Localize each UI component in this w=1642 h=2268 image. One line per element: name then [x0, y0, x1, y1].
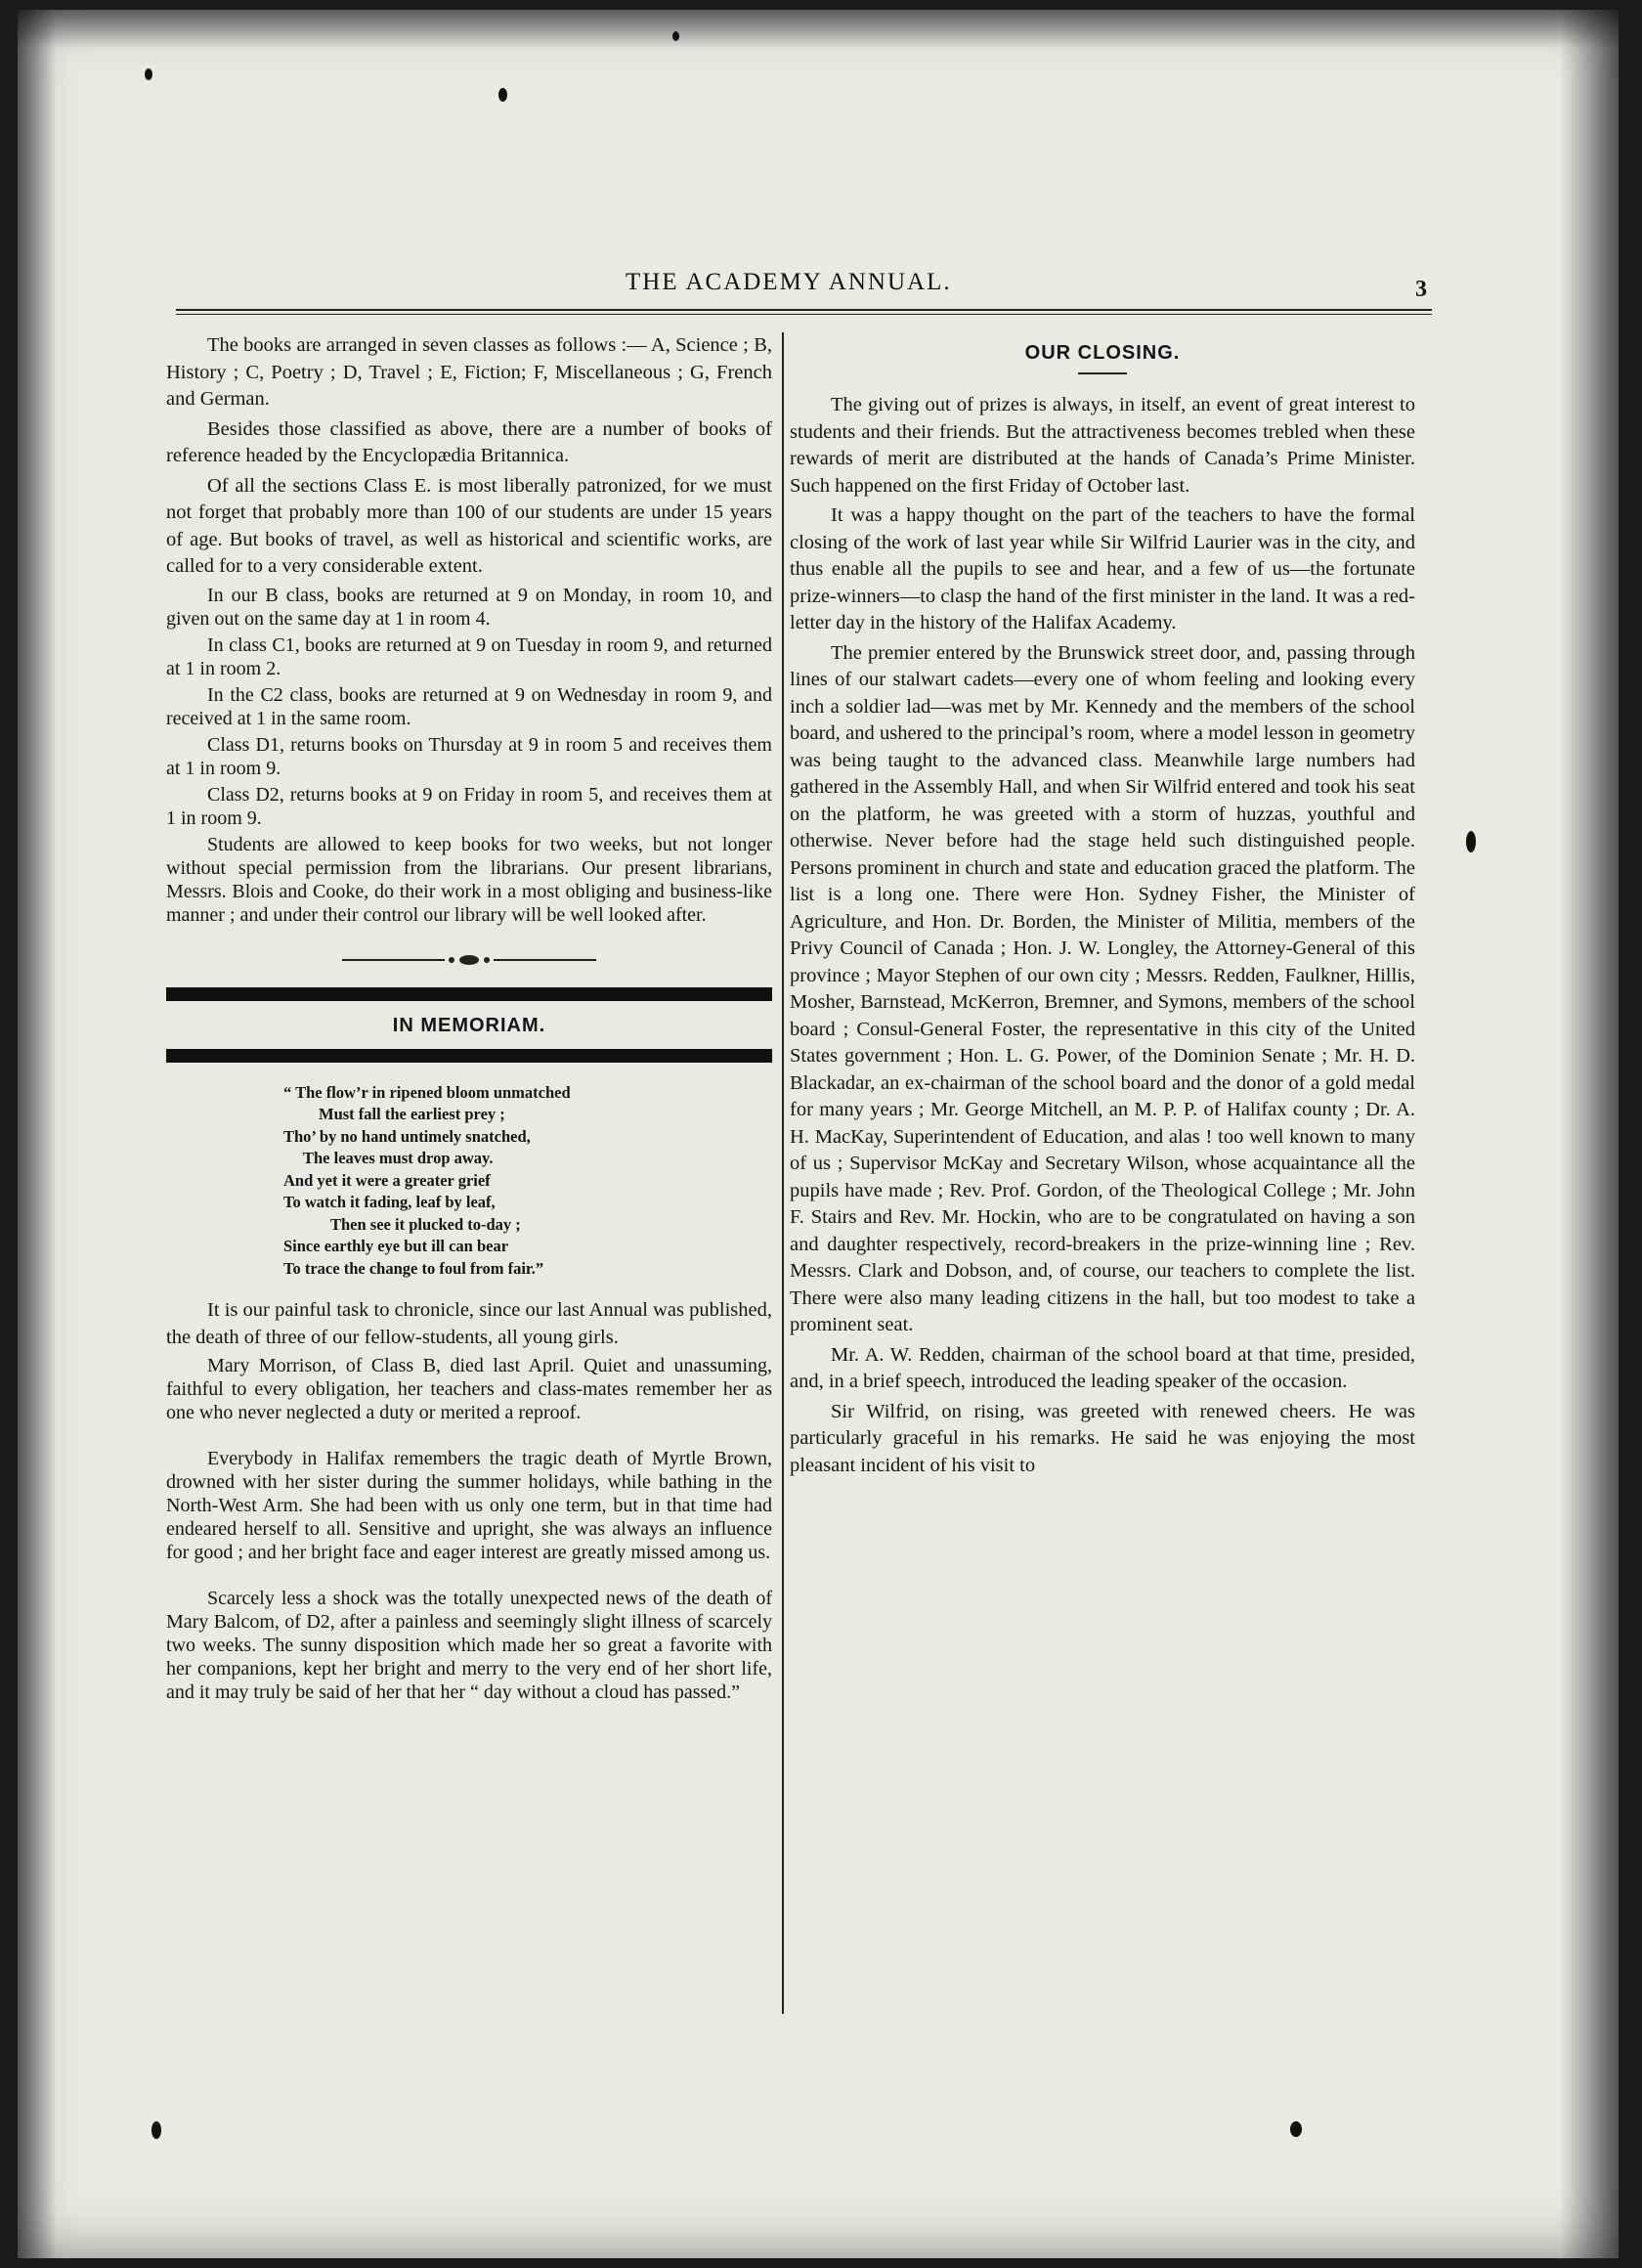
library-section: [166, 332, 772, 927]
ornamental-divider: [166, 946, 772, 976]
poem-line: Since earthly eye but ill can bear: [283, 1237, 509, 1255]
memorial-paragraph: It is our painful task to chronicle, since our last Annual was published, the death of three of our fellow-students, all young girls.: [166, 1299, 772, 1348]
library-paragraph: Students are allowed to keep books for two weeks, but not longer without special permission from the librarians. Our present librarians, Messrs. Blois and Cooke, do their work in a most obliging and business-like manner ; and under their control our library will be well looked after.: [166, 833, 772, 926]
scan-speck: [498, 88, 507, 102]
poem-line: The leaves must drop away.: [303, 1149, 494, 1167]
memoriam-heading: IN MEMORIAM.: [392, 1014, 546, 1036]
scan-speck: [1290, 2121, 1302, 2137]
library-paragraph: In our B class, books are returned at 9 on Monday, in room 10, and given out on the same day at 1 in room 4.: [166, 584, 772, 630]
poem-line: Then see it plucked to-day ;: [330, 1214, 521, 1234]
library-paragraph: Besides those classified as above, there are a number of books of reference headed by the Encyclopædia Britannica.: [166, 417, 772, 466]
left-column: [166, 332, 772, 1707]
poem-line: To watch it fading, leaf by leaf,: [283, 1193, 496, 1211]
right-column: [790, 332, 1415, 1482]
scan-speck: [145, 68, 152, 80]
memorial-poem: [283, 1082, 772, 1281]
library-paragraph: Class D1, returns books on Thursday at 9 in room 5 and receives them at 1 in room 9.: [166, 733, 772, 779]
library-paragraph: In class C1, books are returned at 9 on Tuesday in room 9, and returned at 1 in room 2.: [166, 633, 772, 679]
scan-speck: [1466, 831, 1476, 852]
running-header: [156, 269, 1427, 308]
closing-paragraph: The premier entered by the Brunswick street door, and, passing through lines of our stalwart cadets—every one of whom feeling and looking every inch a soldier lad—was met by Mr. Kennedy and the members of the school board, and ushered to the principal’s room, where a model lesson in geometry was being taught to the advanced class. Meanwhile large numbers had gathered in the Assembly Hall, and when Sir Wilfrid entered and took his seat on the platform, he was greeted with a storm of huzzas, youthful and otherwise. Never before had the stage held such distinguished people. Persons prominent in church and state and education graced the platform. The list is a long one. There were Hon. Sydney Fisher, the Minister of Agriculture, and Hon. Dr. Borden, the Minister of Militia, members of the Privy Council of Canada ; Hon. J. W. Longley, the Attorney-General of this province ; Mayor Stephen of our own city ; Messrs. Redden, Faulkner, Hillis, Mosher, Barnstead, McKerron, Bremner, and Symons, members of the school board ; Consul-General Foster, the representative in this city of the United States government ; Hon. L. G. Power, of the Dominion Senate ; Mr. H. D. Blackadar, an ex-chairman of the school board and the donor of a gold medal for many years ; Mr. George Mitchell, an M. P. P. of Halifax county ; Dr. A. H. MacKay, Superintendent of Education, and alas ! too well known to many of us ; Supervisor McKay and Secretary Wilson, whose acquaintance all the pupils have made ; Rev. Prof. Gordon, of the Theological College ; Mr. John F. Stairs and Rev. Mr. Hockin, who are to be congratulated on having a son and daughter respectively, record-breakers in the prize-winning line ; Rev. Messrs. Clark and Dobson, and, of course, our teachers to complete the list. There were also many leading citizens in the hall, but too modest to take a prominent seat.: [790, 641, 1415, 1335]
library-paragraph: Of all the sections Class E. is most liberally patronized, for we must not forget that probably more than 100 of our students are under 15 years of age. But books of travel, as well as historical and scientific works, are called for to a very considerable extent.: [166, 474, 772, 577]
paragraph-gap: [166, 1567, 772, 1587]
closing-paragraph: Sir Wilfrid, on rising, was greeted with renewed cheers. He was particularly graceful in his remarks. He said he was enjoying the most pleasant incident of his visit to: [790, 1400, 1415, 1476]
journal-title: THE ACADEMY ANNUAL.: [626, 269, 952, 295]
column-divider: [782, 332, 784, 2014]
poem-line: Tho’ by no hand untimely snatched,: [283, 1126, 531, 1146]
memorial-paragraph: Scarcely less a shock was the totally unexpected news of the death of Mary Balcom, of D2, after a painless and seemingly slight illness of scarcely two weeks. The sunny disposition which made her so great a favorite with her companions, kept her bright and merry to the very end of her short life, and it may truly be said of her that her “ day without a cloud has passed.”: [166, 1588, 772, 1703]
memoriam-top-bar: [166, 987, 772, 1001]
poem-line: “ The flow’r in ripened bloom unmatched: [283, 1082, 571, 1102]
heading-rule: [1078, 372, 1127, 374]
memoriam-bottom-bar: [166, 1049, 772, 1063]
page-number: 3: [1415, 277, 1427, 302]
page-edge-shadow: [18, 10, 1619, 49]
library-paragraph: The books are arranged in seven classes as follows :— A, Science ; B, History ; C, Poetry ; D, Travel ; E, Fiction; F, Miscellaneous ; G, French and German.: [166, 334, 772, 410]
closing-paragraph: Mr. A. W. Redden, chairman of the school board at that time, presided, and, in a brief speech, introduced the leading speaker of the occasion.: [790, 1343, 1415, 1392]
poem-line: And yet it were a greater grief: [283, 1170, 491, 1190]
scan-speck: [151, 2121, 161, 2139]
library-paragraph: Class D2, returns books at 9 on Friday in room 5, and receives them at 1 in room 9.: [166, 783, 772, 829]
page-edge-shadow: [1560, 10, 1619, 2258]
paragraph-gap: [166, 1427, 772, 1447]
closing-paragraph: It was a happy thought on the part of the teachers to have the formal closing of the work of last year while Sir Wilfrid Laurier was in the city, and thus enable all the pupils to see and hear, and a few of us—the fortunate prize-winners—to clasp the hand of the first minister in the land. It was a red-letter day in the history of the Halifax Academy.: [790, 504, 1415, 633]
closing-heading: OUR CLOSING.: [1024, 342, 1181, 364]
header-rule: [176, 309, 1432, 315]
poem-line: To trace the change to foul from fair.”: [283, 1258, 544, 1278]
closing-paragraph: The giving out of prizes is always, in itself, an event of great interest to students and their friends. But the attractiveness becomes trebled when these rewards of merit are distributed at the hands of Canada’s Prime Minister. Such happened on the first Friday of October last.: [790, 394, 1415, 497]
library-paragraph: In the C2 class, books are returned at 9 on Wednesday in room 9, and received at 1 in the same room.: [166, 683, 772, 729]
memorial-paragraph: Mary Morrison, of Class B, died last April. Quiet and unassuming, faithful to every obligation, her teachers and class-mates remember her as one who never neglected a duty or merited a reproof.: [166, 1355, 772, 1423]
memorial-paragraph: Everybody in Halifax remembers the tragic death of Myrtle Brown, drowned with her sister during the summer holidays, while bathing in the North-West Arm. She had been with us only one term, but in that time had endeared herself to all. Sensitive and upright, she was always an influence for good ; and her bright face and eager interest are greatly missed among us.: [166, 1448, 772, 1563]
memoriam-section: [166, 987, 772, 1705]
page-edge-shadow: [18, 10, 57, 2258]
poem-line: Must fall the earliest prey ;: [319, 1105, 505, 1123]
scan-speck: [672, 31, 679, 41]
